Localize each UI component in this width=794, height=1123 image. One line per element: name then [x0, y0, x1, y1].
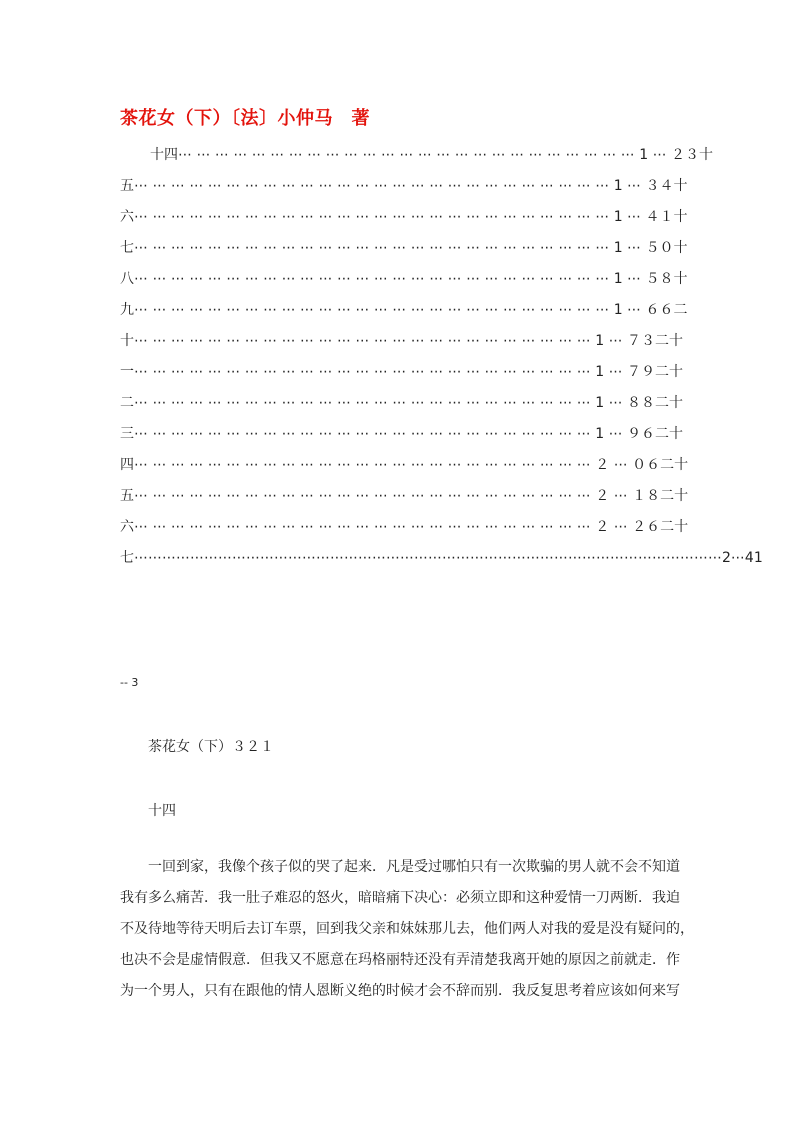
toc-line: 七⋯⋯⋯⋯⋯⋯⋯⋯⋯⋯⋯⋯⋯⋯⋯⋯⋯⋯⋯⋯⋯⋯⋯⋯⋯⋯⋯⋯⋯⋯⋯⋯⋯⋯⋯⋯⋯⋯⋯⋯⋯⋯2⋯41 [120, 550, 763, 566]
body-line: 一回到家，我像个孩子似的哭了起来．凡是受过哪怕只有一次欺骗的男人就不会不知道 [148, 859, 680, 875]
toc-line: 十四⋯ ⋯ ⋯ ⋯ ⋯ ⋯ ⋯ ⋯ ⋯ ⋯ ⋯ ⋯ ⋯ ⋯ ⋯ ⋯ ⋯ ⋯ ⋯ ⋯ ⋯ ⋯ ⋯ ⋯ ⋯ 1 ⋯ ２３十 [150, 147, 714, 163]
body-line: 我有多么痛苦．我一肚子难忍的怒火，暗暗痛下决心：必须立即和这种爱情一刀两断．我迫 [120, 890, 680, 906]
toc-line: 二⋯ ⋯ ⋯ ⋯ ⋯ ⋯ ⋯ ⋯ ⋯ ⋯ ⋯ ⋯ ⋯ ⋯ ⋯ ⋯ ⋯ ⋯ ⋯ ⋯ ⋯ ⋯ ⋯ ⋯ ⋯ 1 ⋯ ８８二十 [120, 395, 684, 411]
toc-line: 一⋯ ⋯ ⋯ ⋯ ⋯ ⋯ ⋯ ⋯ ⋯ ⋯ ⋯ ⋯ ⋯ ⋯ ⋯ ⋯ ⋯ ⋯ ⋯ ⋯ ⋯ ⋯ ⋯ ⋯ ⋯ 1 ⋯ ７９二十 [120, 364, 684, 380]
page-marker: -- 3 [120, 676, 139, 689]
table-of-contents [120, 142, 763, 576]
body-line: 为一个男人，只有在跟他的情人恩断义绝的时候才会不辞而别．我反复思考着应该如何来写 [120, 983, 680, 999]
toc-line: 五⋯ ⋯ ⋯ ⋯ ⋯ ⋯ ⋯ ⋯ ⋯ ⋯ ⋯ ⋯ ⋯ ⋯ ⋯ ⋯ ⋯ ⋯ ⋯ ⋯ ⋯ ⋯ ⋯ ⋯ ⋯ ２ ⋯ １８二十 [120, 488, 689, 504]
toc-line: 八⋯ ⋯ ⋯ ⋯ ⋯ ⋯ ⋯ ⋯ ⋯ ⋯ ⋯ ⋯ ⋯ ⋯ ⋯ ⋯ ⋯ ⋯ ⋯ ⋯ ⋯ ⋯ ⋯ ⋯ ⋯ ⋯ 1 ⋯ ５８十 [120, 271, 688, 287]
document-title: 茶花女（下）〔法〕小仲马 著 [120, 108, 370, 129]
body-line: 也决不会是虚情假意．但我又不愿意在玛格丽特还没有弄清楚我离开她的原因之前就走．作 [120, 952, 680, 968]
toc-line: 十⋯ ⋯ ⋯ ⋯ ⋯ ⋯ ⋯ ⋯ ⋯ ⋯ ⋯ ⋯ ⋯ ⋯ ⋯ ⋯ ⋯ ⋯ ⋯ ⋯ ⋯ ⋯ ⋯ ⋯ ⋯ 1 ⋯ ７３二十 [120, 333, 684, 349]
toc-line: 五⋯ ⋯ ⋯ ⋯ ⋯ ⋯ ⋯ ⋯ ⋯ ⋯ ⋯ ⋯ ⋯ ⋯ ⋯ ⋯ ⋯ ⋯ ⋯ ⋯ ⋯ ⋯ ⋯ ⋯ ⋯ ⋯ 1 ⋯ ３４十 [120, 178, 688, 194]
toc-line: 九⋯ ⋯ ⋯ ⋯ ⋯ ⋯ ⋯ ⋯ ⋯ ⋯ ⋯ ⋯ ⋯ ⋯ ⋯ ⋯ ⋯ ⋯ ⋯ ⋯ ⋯ ⋯ ⋯ ⋯ ⋯ ⋯ 1 ⋯ ６６二 [120, 302, 688, 318]
toc-line: 四⋯ ⋯ ⋯ ⋯ ⋯ ⋯ ⋯ ⋯ ⋯ ⋯ ⋯ ⋯ ⋯ ⋯ ⋯ ⋯ ⋯ ⋯ ⋯ ⋯ ⋯ ⋯ ⋯ ⋯ ⋯ ２ ⋯ ０６二十 [120, 457, 689, 473]
toc-line: 六⋯ ⋯ ⋯ ⋯ ⋯ ⋯ ⋯ ⋯ ⋯ ⋯ ⋯ ⋯ ⋯ ⋯ ⋯ ⋯ ⋯ ⋯ ⋯ ⋯ ⋯ ⋯ ⋯ ⋯ ⋯ ⋯ 1 ⋯ ４１十 [120, 209, 688, 225]
running-head: 茶花女（下）３２１ [148, 739, 274, 755]
body-line: 不及待地等待天明后去订车票，回到我父亲和妹妹那儿去，他们两人对我的爱是没有疑问的， [120, 921, 694, 937]
body-paragraph [120, 854, 694, 1009]
toc-line: 三⋯ ⋯ ⋯ ⋯ ⋯ ⋯ ⋯ ⋯ ⋯ ⋯ ⋯ ⋯ ⋯ ⋯ ⋯ ⋯ ⋯ ⋯ ⋯ ⋯ ⋯ ⋯ ⋯ ⋯ ⋯ 1 ⋯ ９６二十 [120, 426, 684, 442]
toc-line: 六⋯ ⋯ ⋯ ⋯ ⋯ ⋯ ⋯ ⋯ ⋯ ⋯ ⋯ ⋯ ⋯ ⋯ ⋯ ⋯ ⋯ ⋯ ⋯ ⋯ ⋯ ⋯ ⋯ ⋯ ⋯ ２ ⋯ ２６二十 [120, 519, 689, 535]
toc-line: 七⋯ ⋯ ⋯ ⋯ ⋯ ⋯ ⋯ ⋯ ⋯ ⋯ ⋯ ⋯ ⋯ ⋯ ⋯ ⋯ ⋯ ⋯ ⋯ ⋯ ⋯ ⋯ ⋯ ⋯ ⋯ ⋯ 1 ⋯ ５０十 [120, 240, 688, 256]
chapter-heading: 十四 [148, 803, 176, 819]
